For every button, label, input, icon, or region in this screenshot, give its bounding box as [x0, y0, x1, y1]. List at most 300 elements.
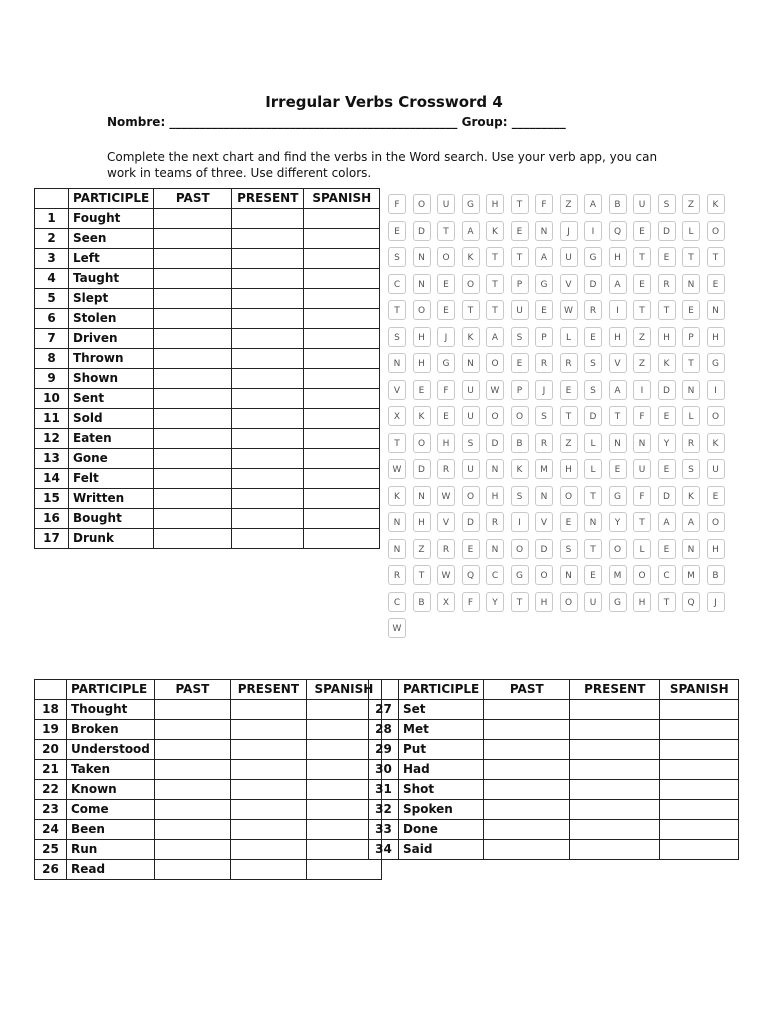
row-present-input[interactable]: [230, 780, 306, 800]
word-search-letter[interactable]: P: [535, 327, 553, 347]
word-search-letter[interactable]: T: [584, 539, 602, 559]
word-search-letter[interactable]: O: [413, 300, 431, 320]
word-search-letter[interactable]: N: [413, 247, 431, 267]
word-search-letter[interactable]: T: [388, 433, 406, 453]
row-present-input[interactable]: [230, 840, 306, 860]
word-search-letter[interactable]: Y: [486, 592, 504, 612]
row-present-input[interactable]: [570, 780, 660, 800]
row-past-input[interactable]: [154, 740, 230, 760]
word-search-letter[interactable]: L: [560, 327, 578, 347]
word-search-letter[interactable]: E: [437, 300, 455, 320]
word-search-letter[interactable]: F: [462, 592, 480, 612]
word-search-letter[interactable]: V: [437, 512, 455, 532]
word-search-letter[interactable]: S: [584, 380, 602, 400]
row-present-input[interactable]: [232, 349, 304, 369]
word-search-letter[interactable]: V: [535, 512, 553, 532]
word-search-letter[interactable]: T: [633, 512, 651, 532]
word-search-letter[interactable]: S: [560, 539, 578, 559]
row-present-input[interactable]: [232, 249, 304, 269]
word-search-letter[interactable]: H: [707, 539, 725, 559]
word-search-letter[interactable]: D: [413, 221, 431, 241]
word-search-letter[interactable]: R: [535, 353, 553, 373]
word-search-letter[interactable]: G: [584, 247, 602, 267]
row-spanish-input[interactable]: [304, 369, 380, 389]
word-search-letter[interactable]: O: [633, 565, 651, 585]
row-present-input[interactable]: [230, 800, 306, 820]
word-search-letter[interactable]: V: [388, 380, 406, 400]
word-search-letter[interactable]: N: [633, 433, 651, 453]
row-spanish-input[interactable]: [304, 309, 380, 329]
row-present-input[interactable]: [570, 840, 660, 860]
word-search-letter[interactable]: W: [437, 486, 455, 506]
word-search-letter[interactable]: D: [486, 433, 504, 453]
row-spanish-input[interactable]: [304, 349, 380, 369]
word-search-letter[interactable]: A: [658, 512, 676, 532]
row-spanish-input[interactable]: [304, 409, 380, 429]
word-search-letter[interactable]: N: [560, 565, 578, 585]
word-search-letter[interactable]: N: [584, 512, 602, 532]
row-spanish-input[interactable]: [304, 329, 380, 349]
word-search-letter[interactable]: D: [413, 459, 431, 479]
word-search-letter[interactable]: K: [707, 194, 725, 214]
word-search-letter[interactable]: L: [633, 539, 651, 559]
word-search-letter[interactable]: U: [560, 247, 578, 267]
row-present-input[interactable]: [232, 289, 304, 309]
row-spanish-input[interactable]: [304, 389, 380, 409]
word-search-letter[interactable]: N: [388, 539, 406, 559]
word-search-letter[interactable]: N: [486, 459, 504, 479]
word-search-letter[interactable]: H: [609, 247, 627, 267]
word-search-letter[interactable]: A: [462, 221, 480, 241]
word-search-letter[interactable]: G: [535, 274, 553, 294]
word-search-letter[interactable]: E: [437, 406, 455, 426]
word-search-letter[interactable]: N: [388, 512, 406, 532]
word-search-letter[interactable]: K: [462, 247, 480, 267]
row-spanish-input[interactable]: [304, 469, 380, 489]
word-search-letter[interactable]: E: [658, 247, 676, 267]
row-present-input[interactable]: [570, 720, 660, 740]
word-search-letter[interactable]: G: [462, 194, 480, 214]
word-search-letter[interactable]: C: [658, 565, 676, 585]
row-spanish-input[interactable]: [304, 529, 380, 549]
word-search-letter[interactable]: U: [462, 380, 480, 400]
word-search-letter[interactable]: T: [707, 247, 725, 267]
word-search-letter[interactable]: Q: [462, 565, 480, 585]
word-search-letter[interactable]: Y: [609, 512, 627, 532]
word-search-letter[interactable]: K: [413, 406, 431, 426]
row-past-input[interactable]: [154, 529, 232, 549]
word-search-letter[interactable]: O: [560, 486, 578, 506]
word-search-letter[interactable]: E: [388, 221, 406, 241]
word-search-letter[interactable]: A: [584, 194, 602, 214]
row-present-input[interactable]: [232, 409, 304, 429]
row-past-input[interactable]: [154, 840, 230, 860]
row-past-input[interactable]: [154, 700, 230, 720]
word-search-letter[interactable]: R: [682, 433, 700, 453]
word-search-letter[interactable]: W: [486, 380, 504, 400]
word-search-letter[interactable]: S: [682, 459, 700, 479]
row-past-input[interactable]: [484, 720, 570, 740]
word-search-letter[interactable]: N: [535, 221, 553, 241]
word-search-letter[interactable]: O: [413, 194, 431, 214]
word-search-letter[interactable]: T: [511, 592, 529, 612]
word-search-letter[interactable]: E: [511, 221, 529, 241]
word-search-letter[interactable]: W: [388, 618, 406, 638]
row-past-input[interactable]: [484, 800, 570, 820]
word-search-letter[interactable]: O: [437, 247, 455, 267]
row-present-input[interactable]: [570, 740, 660, 760]
word-search-letter[interactable]: T: [682, 353, 700, 373]
word-search-letter[interactable]: D: [658, 486, 676, 506]
word-search-letter[interactable]: I: [511, 512, 529, 532]
row-past-input[interactable]: [154, 309, 232, 329]
word-search-letter[interactable]: D: [535, 539, 553, 559]
row-spanish-input[interactable]: [304, 429, 380, 449]
row-spanish-input[interactable]: [660, 760, 739, 780]
word-search-letter[interactable]: T: [658, 300, 676, 320]
word-search-letter[interactable]: N: [707, 300, 725, 320]
word-search-letter[interactable]: L: [584, 459, 602, 479]
word-search-letter[interactable]: K: [682, 486, 700, 506]
word-search-letter[interactable]: S: [388, 247, 406, 267]
row-past-input[interactable]: [154, 860, 230, 880]
word-search-letter[interactable]: E: [658, 539, 676, 559]
word-search-letter[interactable]: O: [486, 353, 504, 373]
word-search-letter[interactable]: T: [609, 406, 627, 426]
row-past-input[interactable]: [154, 349, 232, 369]
word-search-letter[interactable]: H: [707, 327, 725, 347]
word-search-letter[interactable]: T: [462, 300, 480, 320]
word-search-letter[interactable]: U: [437, 194, 455, 214]
row-present-input[interactable]: [232, 209, 304, 229]
word-search-letter[interactable]: L: [682, 221, 700, 241]
word-search-letter[interactable]: R: [560, 353, 578, 373]
word-search-letter[interactable]: U: [584, 592, 602, 612]
word-search-letter[interactable]: T: [413, 565, 431, 585]
word-search-letter[interactable]: T: [633, 247, 651, 267]
word-search-letter[interactable]: C: [388, 274, 406, 294]
word-search-letter[interactable]: K: [388, 486, 406, 506]
row-spanish-input[interactable]: [304, 489, 380, 509]
word-search-letter[interactable]: O: [511, 539, 529, 559]
word-search-letter[interactable]: S: [535, 406, 553, 426]
word-search-letter[interactable]: F: [437, 380, 455, 400]
word-search-letter[interactable]: A: [535, 247, 553, 267]
word-search-letter[interactable]: T: [486, 300, 504, 320]
word-search-letter[interactable]: B: [609, 194, 627, 214]
word-search-letter[interactable]: E: [682, 300, 700, 320]
row-spanish-input[interactable]: [660, 780, 739, 800]
word-search-letter[interactable]: V: [560, 274, 578, 294]
word-search-letter[interactable]: T: [511, 194, 529, 214]
word-search-letter[interactable]: C: [486, 565, 504, 585]
word-search-letter[interactable]: E: [535, 300, 553, 320]
word-search-letter[interactable]: R: [658, 274, 676, 294]
row-present-input[interactable]: [570, 700, 660, 720]
row-past-input[interactable]: [154, 800, 230, 820]
word-search-letter[interactable]: O: [462, 486, 480, 506]
word-search-letter[interactable]: P: [511, 380, 529, 400]
word-search-letter[interactable]: U: [633, 459, 651, 479]
word-search-letter[interactable]: H: [486, 194, 504, 214]
row-spanish-input[interactable]: [660, 800, 739, 820]
row-present-input[interactable]: [232, 529, 304, 549]
word-search-letter[interactable]: E: [437, 274, 455, 294]
word-search-letter[interactable]: T: [658, 592, 676, 612]
word-search-letter[interactable]: A: [609, 274, 627, 294]
row-spanish-input[interactable]: [304, 209, 380, 229]
word-search-letter[interactable]: A: [609, 380, 627, 400]
word-search-letter[interactable]: H: [535, 592, 553, 612]
word-search-letter[interactable]: M: [609, 565, 627, 585]
word-search-letter[interactable]: E: [707, 274, 725, 294]
word-search-letter[interactable]: D: [462, 512, 480, 532]
row-present-input[interactable]: [230, 820, 306, 840]
word-search-letter[interactable]: G: [511, 565, 529, 585]
word-search-letter[interactable]: O: [707, 512, 725, 532]
row-past-input[interactable]: [154, 489, 232, 509]
word-search-letter[interactable]: P: [511, 274, 529, 294]
word-search-letter[interactable]: E: [511, 353, 529, 373]
word-search-letter[interactable]: U: [462, 406, 480, 426]
word-search-letter[interactable]: T: [388, 300, 406, 320]
word-search-letter[interactable]: R: [437, 539, 455, 559]
word-search-letter[interactable]: K: [486, 221, 504, 241]
row-past-input[interactable]: [154, 289, 232, 309]
word-search-letter[interactable]: V: [609, 353, 627, 373]
row-present-input[interactable]: [232, 229, 304, 249]
word-search-letter[interactable]: U: [511, 300, 529, 320]
word-search-letter[interactable]: N: [535, 486, 553, 506]
word-search-letter[interactable]: J: [707, 592, 725, 612]
word-search-letter[interactable]: Y: [658, 433, 676, 453]
word-search-letter[interactable]: I: [609, 300, 627, 320]
row-present-input[interactable]: [232, 269, 304, 289]
word-search-letter[interactable]: W: [388, 459, 406, 479]
word-search-letter[interactable]: W: [560, 300, 578, 320]
word-search-letter[interactable]: R: [584, 300, 602, 320]
word-search-letter[interactable]: O: [707, 221, 725, 241]
word-search-letter[interactable]: Q: [609, 221, 627, 241]
row-spanish-input[interactable]: [304, 449, 380, 469]
row-past-input[interactable]: [154, 429, 232, 449]
word-search-letter[interactable]: D: [584, 274, 602, 294]
word-search-letter[interactable]: K: [658, 353, 676, 373]
word-search-letter[interactable]: H: [633, 592, 651, 612]
row-past-input[interactable]: [484, 740, 570, 760]
word-search-letter[interactable]: H: [413, 327, 431, 347]
word-search-letter[interactable]: Q: [682, 592, 700, 612]
word-search-letter[interactable]: U: [707, 459, 725, 479]
row-spanish-input[interactable]: [660, 740, 739, 760]
row-past-input[interactable]: [154, 820, 230, 840]
word-search-letter[interactable]: O: [707, 406, 725, 426]
word-search-letter[interactable]: E: [560, 512, 578, 532]
word-search-letter[interactable]: J: [560, 221, 578, 241]
word-search-letter[interactable]: T: [682, 247, 700, 267]
row-present-input[interactable]: [570, 820, 660, 840]
word-search-letter[interactable]: K: [707, 433, 725, 453]
word-search-letter[interactable]: O: [609, 539, 627, 559]
word-search-letter[interactable]: G: [437, 353, 455, 373]
word-search-letter[interactable]: S: [658, 194, 676, 214]
row-spanish-input[interactable]: [306, 860, 381, 880]
word-search-letter[interactable]: E: [633, 221, 651, 241]
row-spanish-input[interactable]: [660, 720, 739, 740]
row-present-input[interactable]: [232, 489, 304, 509]
word-search-letter[interactable]: N: [462, 353, 480, 373]
word-search-letter[interactable]: N: [609, 433, 627, 453]
row-present-input[interactable]: [230, 700, 306, 720]
row-present-input[interactable]: [232, 509, 304, 529]
word-search-letter[interactable]: J: [535, 380, 553, 400]
row-spanish-input[interactable]: [660, 700, 739, 720]
word-search-letter[interactable]: X: [388, 406, 406, 426]
word-search-letter[interactable]: E: [609, 459, 627, 479]
word-search-letter[interactable]: K: [511, 459, 529, 479]
word-search-letter[interactable]: Z: [560, 433, 578, 453]
word-search-letter[interactable]: T: [633, 300, 651, 320]
word-search-letter[interactable]: I: [633, 380, 651, 400]
word-search-letter[interactable]: A: [682, 512, 700, 532]
word-search-letter[interactable]: F: [633, 406, 651, 426]
word-search-letter[interactable]: I: [584, 221, 602, 241]
word-search-letter[interactable]: T: [511, 247, 529, 267]
word-search-letter[interactable]: M: [535, 459, 553, 479]
row-spanish-input[interactable]: [660, 820, 739, 840]
row-past-input[interactable]: [154, 269, 232, 289]
row-past-input[interactable]: [484, 820, 570, 840]
word-search-letter[interactable]: H: [413, 512, 431, 532]
word-search-letter[interactable]: N: [682, 380, 700, 400]
word-search-letter[interactable]: H: [437, 433, 455, 453]
word-search-letter[interactable]: E: [560, 380, 578, 400]
word-search-letter[interactable]: E: [707, 486, 725, 506]
row-spanish-input[interactable]: [304, 229, 380, 249]
word-search-letter[interactable]: F: [633, 486, 651, 506]
word-search-letter[interactable]: H: [658, 327, 676, 347]
word-search-letter[interactable]: T: [560, 406, 578, 426]
row-present-input[interactable]: [232, 329, 304, 349]
row-past-input[interactable]: [154, 329, 232, 349]
word-search-letter[interactable]: C: [388, 592, 406, 612]
word-search-letter[interactable]: E: [658, 406, 676, 426]
word-search-letter[interactable]: T: [486, 247, 504, 267]
word-search-letter[interactable]: E: [633, 274, 651, 294]
word-search-letter[interactable]: U: [633, 194, 651, 214]
row-past-input[interactable]: [154, 229, 232, 249]
word-search-letter[interactable]: R: [388, 565, 406, 585]
word-search-letter[interactable]: I: [707, 380, 725, 400]
word-search-letter[interactable]: E: [413, 380, 431, 400]
word-search-letter[interactable]: N: [413, 274, 431, 294]
word-search-letter[interactable]: N: [682, 539, 700, 559]
word-search-letter[interactable]: S: [511, 486, 529, 506]
row-present-input[interactable]: [232, 309, 304, 329]
row-past-input[interactable]: [154, 369, 232, 389]
word-search-letter[interactable]: P: [682, 327, 700, 347]
word-search-letter[interactable]: T: [584, 486, 602, 506]
word-search-letter[interactable]: D: [584, 406, 602, 426]
word-search-letter[interactable]: N: [413, 486, 431, 506]
row-present-input[interactable]: [232, 449, 304, 469]
row-past-input[interactable]: [484, 700, 570, 720]
word-search-letter[interactable]: G: [609, 486, 627, 506]
row-present-input[interactable]: [232, 429, 304, 449]
word-search-letter[interactable]: T: [486, 274, 504, 294]
word-search-letter[interactable]: O: [462, 274, 480, 294]
word-search-letter[interactable]: Z: [682, 194, 700, 214]
word-search-letter[interactable]: H: [413, 353, 431, 373]
word-search-letter[interactable]: S: [388, 327, 406, 347]
word-search-letter[interactable]: E: [584, 327, 602, 347]
word-search-letter[interactable]: M: [682, 565, 700, 585]
row-spanish-input[interactable]: [304, 269, 380, 289]
word-search-letter[interactable]: B: [413, 592, 431, 612]
word-search-letter[interactable]: N: [388, 353, 406, 373]
row-past-input[interactable]: [154, 720, 230, 740]
word-search-letter[interactable]: K: [462, 327, 480, 347]
row-past-input[interactable]: [154, 389, 232, 409]
word-search-letter[interactable]: H: [486, 486, 504, 506]
row-past-input[interactable]: [154, 509, 232, 529]
row-past-input[interactable]: [154, 249, 232, 269]
word-search-letter[interactable]: R: [486, 512, 504, 532]
word-search-letter[interactable]: O: [413, 433, 431, 453]
word-search-letter[interactable]: O: [560, 592, 578, 612]
word-search-letter[interactable]: S: [584, 353, 602, 373]
word-search-letter[interactable]: T: [437, 221, 455, 241]
row-past-input[interactable]: [484, 780, 570, 800]
word-search-letter[interactable]: F: [535, 194, 553, 214]
word-search-letter[interactable]: R: [437, 459, 455, 479]
word-search-letter[interactable]: N: [486, 539, 504, 559]
row-present-input[interactable]: [232, 469, 304, 489]
row-present-input[interactable]: [230, 760, 306, 780]
word-search-letter[interactable]: G: [609, 592, 627, 612]
row-present-input[interactable]: [232, 369, 304, 389]
word-search-letter[interactable]: Z: [633, 327, 651, 347]
word-search-letter[interactable]: D: [658, 221, 676, 241]
word-search-letter[interactable]: H: [609, 327, 627, 347]
row-present-input[interactable]: [570, 800, 660, 820]
word-search-letter[interactable]: E: [658, 459, 676, 479]
row-past-input[interactable]: [484, 840, 570, 860]
word-search-letter[interactable]: L: [584, 433, 602, 453]
word-search-letter[interactable]: S: [511, 327, 529, 347]
word-search-letter[interactable]: L: [682, 406, 700, 426]
row-present-input[interactable]: [230, 740, 306, 760]
word-search-letter[interactable]: F: [388, 194, 406, 214]
word-search-letter[interactable]: S: [462, 433, 480, 453]
row-past-input[interactable]: [154, 469, 232, 489]
word-search-letter[interactable]: B: [511, 433, 529, 453]
word-search-letter[interactable]: O: [486, 406, 504, 426]
row-present-input[interactable]: [232, 389, 304, 409]
row-past-input[interactable]: [154, 209, 232, 229]
word-search-letter[interactable]: G: [707, 353, 725, 373]
row-spanish-input[interactable]: [304, 289, 380, 309]
word-search-letter[interactable]: Z: [413, 539, 431, 559]
word-search-letter[interactable]: A: [486, 327, 504, 347]
word-search-letter[interactable]: E: [584, 565, 602, 585]
word-search-letter[interactable]: O: [535, 565, 553, 585]
word-search-letter[interactable]: Z: [560, 194, 578, 214]
word-search-letter[interactable]: O: [511, 406, 529, 426]
row-past-input[interactable]: [484, 760, 570, 780]
word-search-letter[interactable]: D: [658, 380, 676, 400]
row-present-input[interactable]: [570, 760, 660, 780]
